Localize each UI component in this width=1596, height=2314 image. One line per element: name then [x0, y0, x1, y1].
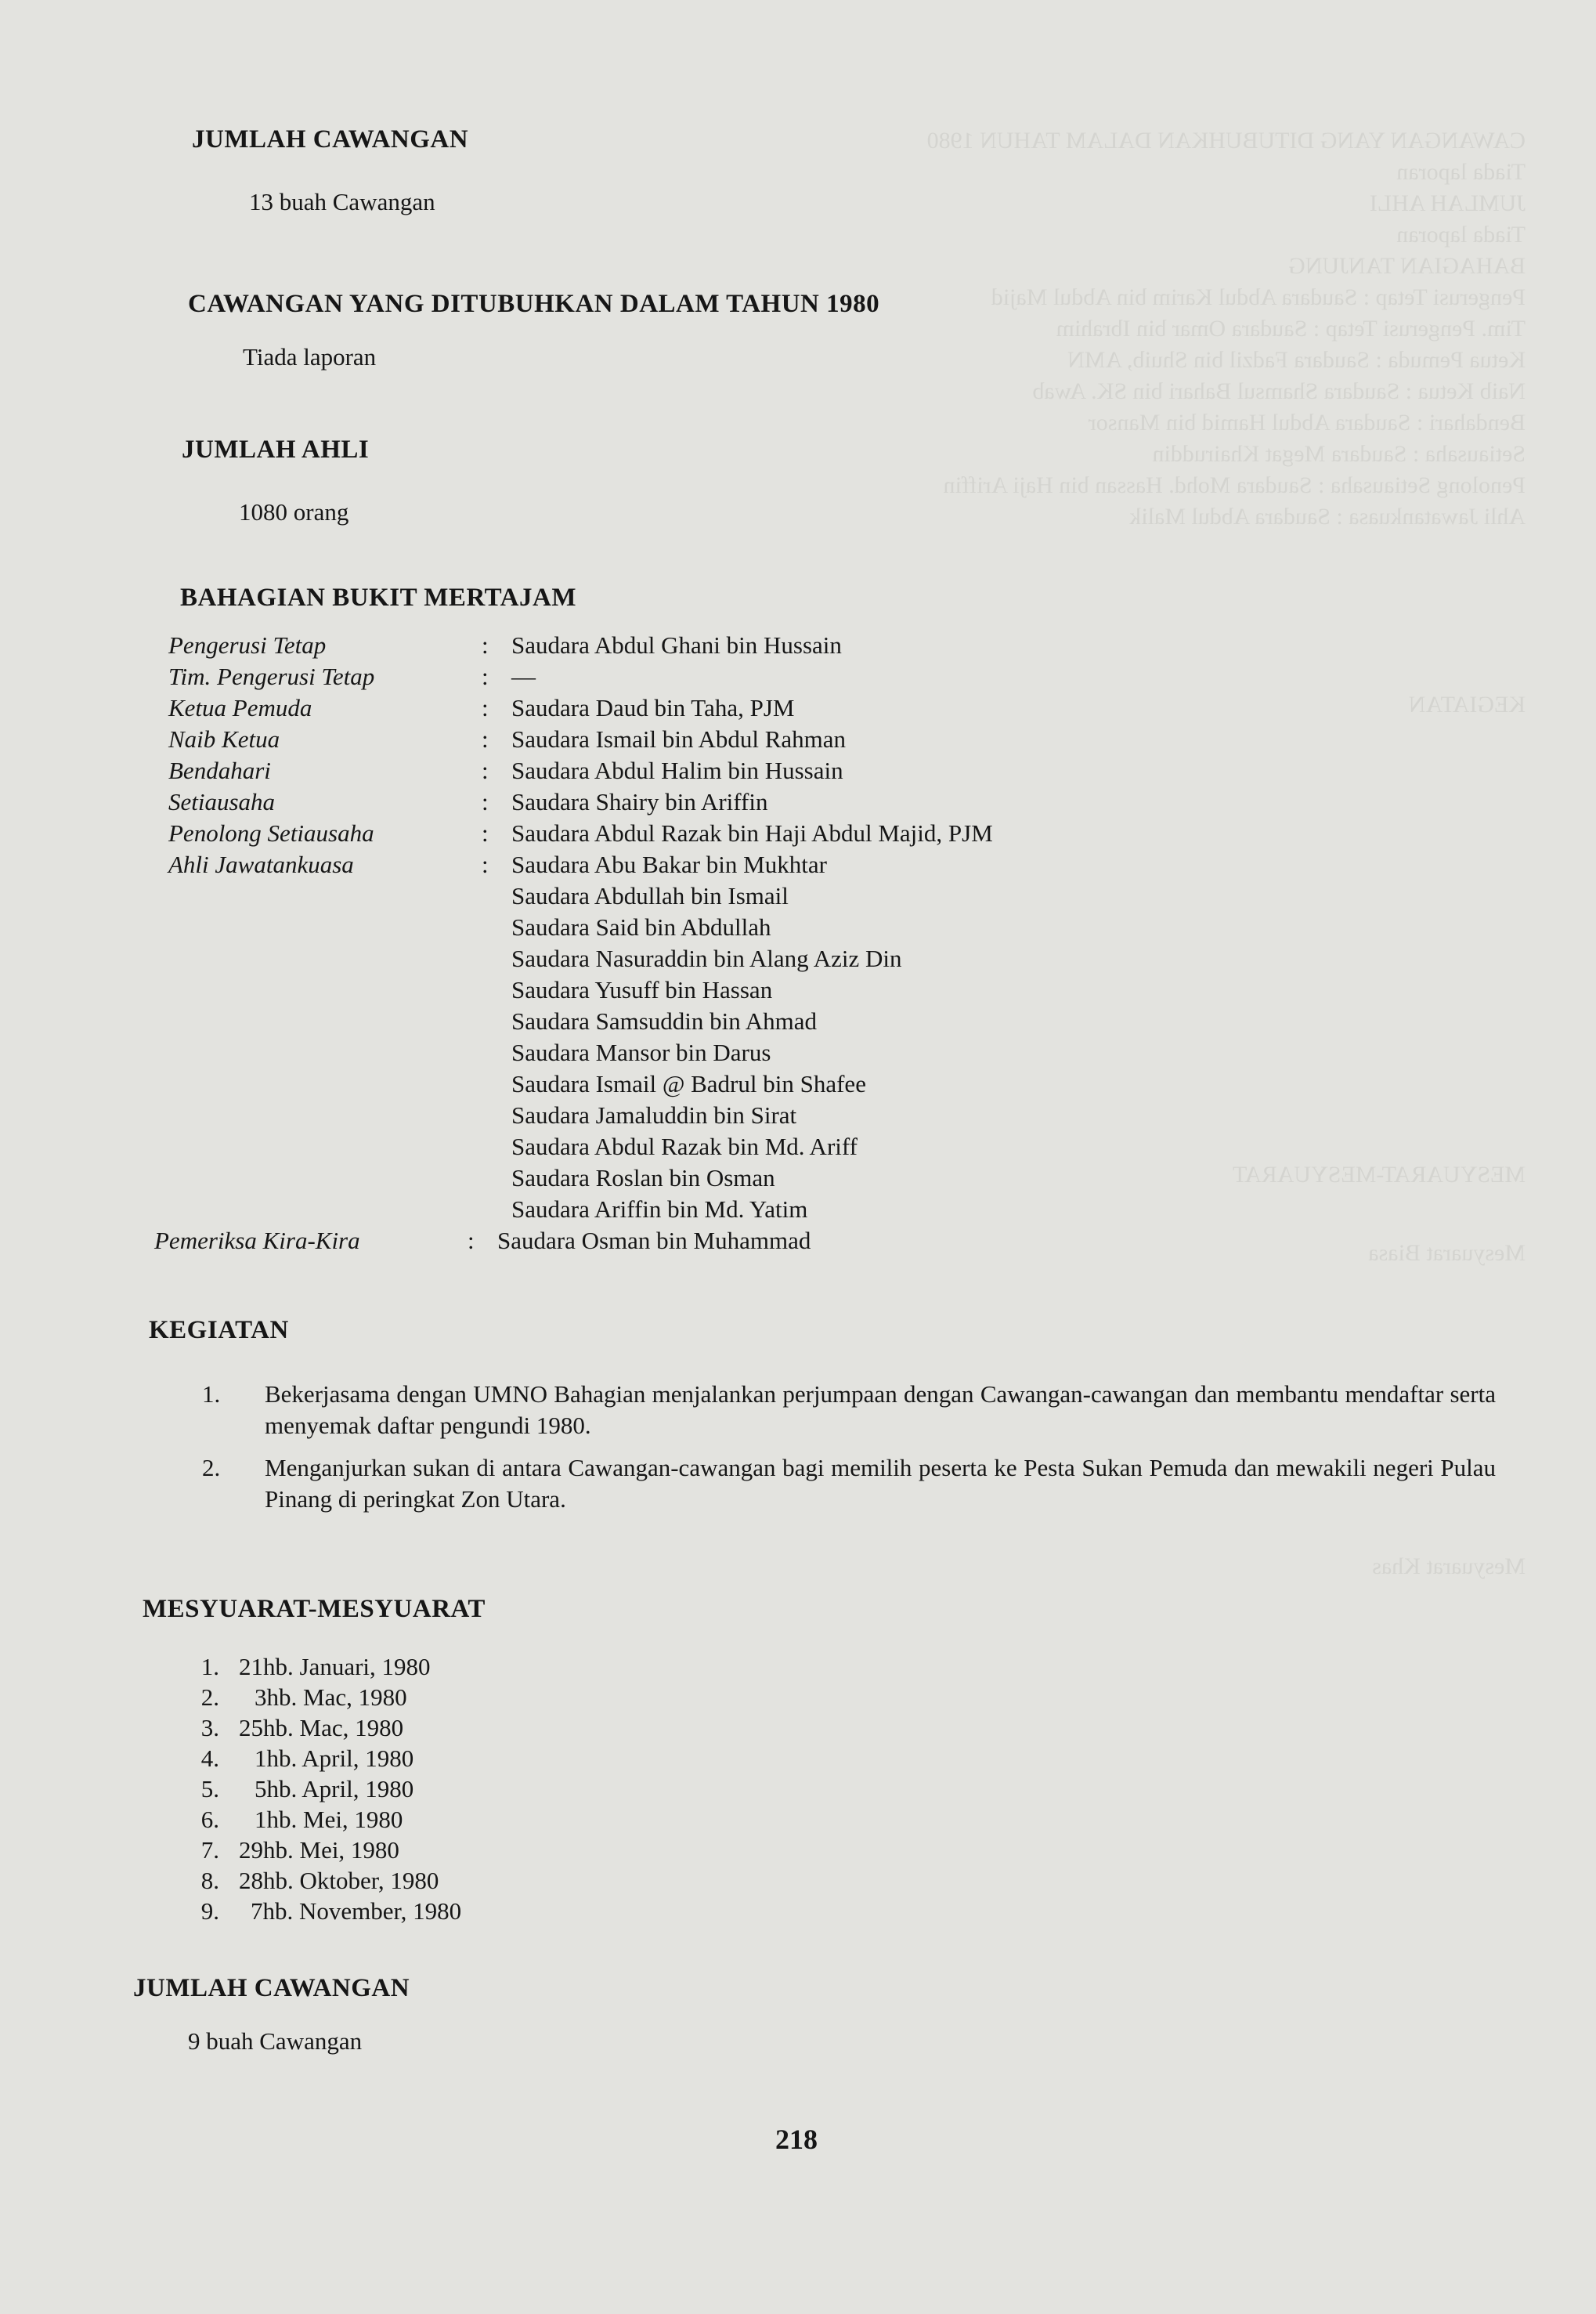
- officer-role: Ketua Pemuda: [168, 694, 312, 721]
- officer-row: [153, 976, 1092, 1007]
- ghost-line: CAWANGAN YANG DITUBUHKAN DALAM TAHUN 1980: [926, 128, 1526, 154]
- ghost-line: MESYUARAT-MESYUARAT: [1233, 1162, 1526, 1188]
- activity-item: [188, 1379, 1496, 1441]
- ghost-line: BAHAGIAN TANJUNG: [1288, 253, 1526, 279]
- meeting-date: 28hb. Oktober, 1980: [239, 1867, 439, 1894]
- officer-role: Pemeriksa Kira-Kira: [154, 1227, 360, 1254]
- ghost-line: Pengerusi Tetap : Saudara Abdul Karim bin Abdul Majid: [991, 284, 1526, 310]
- ghost-line: Mesyuarat Biasa: [1368, 1240, 1526, 1266]
- ghost-line: Tiada laporan: [1396, 159, 1526, 185]
- jumlah-ahli-heading: JUMLAH AHLI: [182, 436, 370, 464]
- officer-name: Saudara Abdul Razak bin Md. Ariff: [511, 1133, 858, 1160]
- officer-name: Saudara Ariffin bin Md. Yatim: [511, 1195, 808, 1223]
- officer-colon: :: [482, 725, 489, 753]
- officer-colon: :: [482, 757, 489, 784]
- ghost-line: Bendahari : Saudara Abdul Hamid bin Mansor: [1088, 410, 1526, 436]
- ghost-line: Mesyuarat Khas: [1372, 1553, 1526, 1579]
- officer-name: Saudara Roslan bin Osman: [511, 1164, 775, 1191]
- officer-colon: :: [468, 1227, 475, 1254]
- ghost-line: Tim. Pengerusi Tetap : Saudara Omar bin Ibrahim: [1056, 316, 1526, 342]
- meeting-date: 3hb. Mac, 1980: [255, 1683, 407, 1711]
- meeting-date: 7hb. November, 1980: [251, 1897, 462, 1925]
- officer-row: [139, 1227, 1092, 1258]
- officer-row: [153, 1039, 1092, 1070]
- officer-name: Saudara Samsuddin bin Ahmad: [511, 1007, 818, 1035]
- officer-name: Saudara Abu Bakar bin Mukhtar: [511, 851, 827, 878]
- ghost-line: Ketua Pemuda : Saudara Fadzil bin Shuib, AMN: [1067, 347, 1526, 373]
- jumlah-cawangan-heading: JUMLAH CAWANGAN: [192, 125, 469, 154]
- officer-name: Saudara Daud bin Taha, PJM: [511, 694, 795, 721]
- officer-role: Pengerusi Tetap: [168, 631, 327, 659]
- meeting-date: 1hb. Mei, 1980: [255, 1806, 403, 1833]
- ghost-line: Tiada laporan: [1396, 222, 1526, 248]
- officer-row: [153, 788, 1092, 819]
- officer-row: [153, 851, 1092, 882]
- officer-row: [153, 882, 1092, 913]
- officer-row: [153, 913, 1092, 945]
- activity-text: Bekerjasama dengan UMNO Bahagian menjalankan perjumpaan dengan Cawangan-cawangan dan membantu mendaftar serta menyemak daftar pengundi 1980.: [265, 1380, 1496, 1439]
- meeting-number: 2.: [200, 1683, 219, 1711]
- officer-name: Saudara Abdullah bin Ismail: [511, 882, 789, 909]
- officer-row: [153, 819, 1092, 851]
- officer-name: Saudara Abdul Ghani bin Hussain: [511, 631, 842, 659]
- jumlah-cawangan-value-2: 9 buah Cawangan: [188, 2027, 363, 2055]
- officer-name: Saudara Nasuraddin bin Alang Aziz Din: [511, 945, 902, 972]
- meeting-number: 7.: [200, 1836, 219, 1864]
- mesyuarat-heading: MESYUARAT-MESYUARAT: [143, 1595, 486, 1623]
- officer-colon: :: [482, 819, 489, 847]
- cawangan-ditubuhkan-heading: CAWANGAN YANG DITUBUHKAN DALAM TAHUN 1980: [188, 290, 880, 318]
- bahagian-heading: BAHAGIAN BUKIT MERTAJAM: [180, 584, 576, 612]
- officer-row: [153, 1070, 1092, 1101]
- kegiatan-heading: KEGIATAN: [149, 1316, 289, 1344]
- officer-row: [153, 1101, 1092, 1133]
- officer-name: Saudara Abdul Halim bin Hussain: [511, 757, 843, 784]
- meeting-date: 25hb. Mac, 1980: [239, 1714, 404, 1741]
- officer-name: Saudara Shairy bin Ariffin: [511, 788, 768, 815]
- ghost-line: JUMLAH AHLI: [1369, 190, 1526, 216]
- officer-name: Saudara Yusuff bin Hassan: [511, 976, 773, 1003]
- officer-name: Saudara Jamaluddin bin Sirat: [511, 1101, 797, 1129]
- jumlah-cawangan-heading-2: JUMLAH CAWANGAN: [133, 1974, 410, 2002]
- meeting-date: 5hb. April, 1980: [255, 1775, 414, 1802]
- meeting-number: 4.: [200, 1745, 219, 1772]
- officer-name: —: [511, 663, 536, 690]
- officer-row: [153, 725, 1092, 757]
- officer-role: Ahli Jawatankuasa: [168, 851, 354, 878]
- meeting-date: 29hb. Mei, 1980: [239, 1836, 399, 1864]
- officer-row: [153, 945, 1092, 976]
- meeting-date: 1hb. April, 1980: [255, 1745, 414, 1772]
- ghost-line: Ahli Jawatankuasa : Saudara Abdul Malik: [1129, 504, 1526, 530]
- activity-item: [188, 1452, 1496, 1515]
- officer-colon: :: [482, 851, 489, 878]
- officer-colon: :: [482, 694, 489, 721]
- jumlah-cawangan-value: 13 buah Cawangan: [249, 188, 435, 215]
- officer-row: [153, 1133, 1092, 1164]
- officer-row: [153, 1195, 1092, 1227]
- meeting-number: 3.: [200, 1714, 219, 1741]
- officer-row: [153, 694, 1092, 725]
- officer-row: [153, 663, 1092, 694]
- jumlah-ahli-value: 1080 orang: [239, 498, 349, 526]
- officer-name: Saudara Said bin Abdullah: [511, 913, 771, 941]
- officer-role: Penolong Setiausaha: [168, 819, 374, 847]
- meeting-number: 1.: [200, 1653, 219, 1680]
- meeting-number: 6.: [200, 1806, 219, 1833]
- meeting-number: 8.: [200, 1867, 219, 1894]
- activity-number: 1.: [202, 1380, 221, 1408]
- ghost-line: Naib Ketua : Saudara Shamsul Bahari bin SK. Awab: [1032, 378, 1526, 404]
- officer-name: Saudara Ismail bin Abdul Rahman: [511, 725, 847, 753]
- meeting-number: 5.: [200, 1775, 219, 1802]
- cawangan-ditubuhkan-value: Tiada laporan: [243, 343, 377, 371]
- ghost-line: KEGIATAN: [1408, 692, 1526, 718]
- officer-name: Saudara Ismail @ Badrul bin Shafee: [511, 1070, 866, 1097]
- officer-colon: :: [482, 631, 489, 659]
- page-number: 218: [775, 2124, 818, 2155]
- officer-name: Saudara Osman bin Muhammad: [497, 1227, 811, 1254]
- ghost-line: Penolong Setiausaha : Saudara Mohd. Hassan bin Haji Ariffin: [943, 472, 1526, 498]
- meeting-number: 9.: [200, 1897, 219, 1925]
- officer-role: Setiausaha: [168, 788, 276, 815]
- activity-text: Menganjurkan sukan di antara Cawangan-cawangan bagi memilih peserta ke Pesta Sukan Pemuda dan mewakili negeri Pulau Pinang di peringkat Zon Utara.: [265, 1454, 1496, 1513]
- officer-role: Bendahari: [168, 757, 271, 784]
- officer-row: [153, 1164, 1092, 1195]
- officers-list: [153, 631, 1092, 1258]
- activity-number: 2.: [202, 1454, 221, 1481]
- officer-role: Naib Ketua: [168, 725, 280, 753]
- ghost-line: Setiausaha : Saudara Megat Khairuddin: [1152, 441, 1526, 467]
- officer-name: Saudara Abdul Razak bin Haji Abdul Majid, PJM: [511, 819, 993, 847]
- officer-row: [153, 757, 1092, 788]
- officer-row: [153, 631, 1092, 663]
- officer-colon: :: [482, 663, 489, 690]
- activities-list: [188, 1379, 1496, 1526]
- officer-colon: :: [482, 788, 489, 815]
- officer-row: [153, 1007, 1092, 1039]
- officer-name: Saudara Mansor bin Darus: [511, 1039, 771, 1066]
- meeting-date: 21hb. Januari, 1980: [239, 1653, 431, 1680]
- officer-role: Tim. Pengerusi Tetap: [168, 663, 375, 690]
